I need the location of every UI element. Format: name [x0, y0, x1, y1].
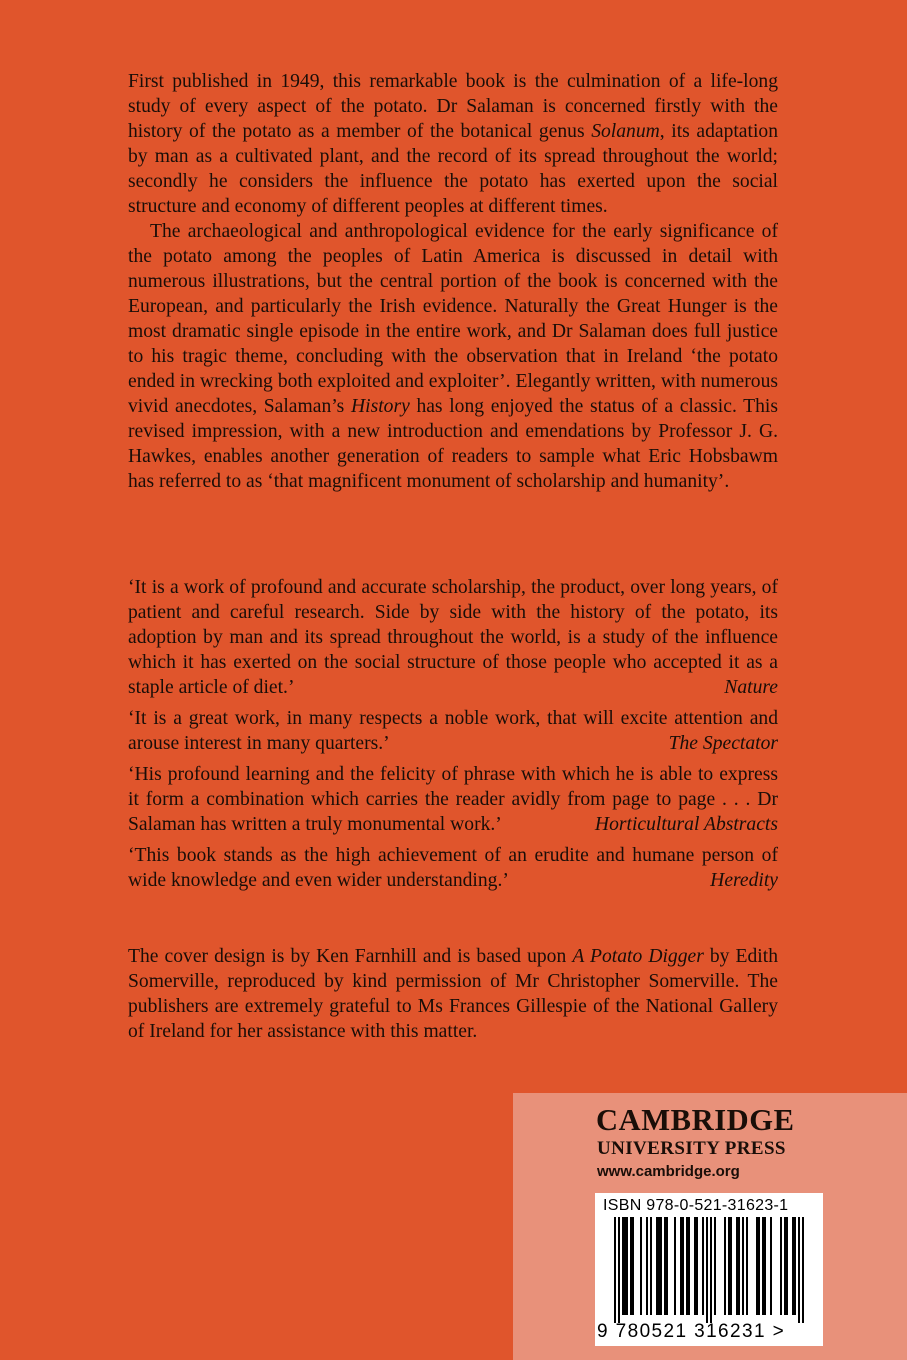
barcode-bar — [680, 1217, 682, 1315]
blurb-paragraph — [128, 219, 778, 494]
barcode-bar — [650, 1217, 652, 1315]
barcode-bar — [694, 1217, 696, 1315]
barcode-bar — [764, 1217, 766, 1315]
barcode-bar — [756, 1217, 758, 1315]
barcode-bar — [624, 1217, 626, 1315]
barcode-bar — [792, 1217, 794, 1315]
blurb-paragraph — [128, 69, 778, 219]
review-quote — [128, 762, 778, 837]
barcode — [601, 1217, 817, 1323]
barcode-bar — [688, 1217, 690, 1315]
credits-paragraph — [128, 944, 778, 1044]
cover-credits — [128, 944, 778, 1044]
publisher-name: CAMBRIDGE — [596, 1103, 795, 1137]
barcode-bar — [730, 1217, 732, 1315]
review-text: ‘It is a work of profound and accurate scholarship, the product, over long years, of patient and careful research. Side by side with the history of the potato, its adoption by man and its spread throughout the world, is a study of the influence which it has exerted on the social structure of those people who accepted it as a staple article of diet.’ — [128, 577, 778, 698]
review-source: Nature — [724, 677, 778, 698]
review-quote — [128, 575, 778, 700]
barcode-bar — [618, 1217, 620, 1323]
blurb-text: has long enjoyed the status of a classic. This revised impression, with a new introduction and emendations by Professor J. G. Hawkes, enables another generation of readers to sample what Eric Hobsbawm has referred to as ‘that magnificent monument of scholarship and humanity’. — [128, 396, 778, 492]
barcode-bar — [674, 1217, 676, 1315]
barcode-bar — [614, 1217, 616, 1323]
review-source: Horticultural Abstracts — [594, 814, 778, 835]
barcode-bar — [724, 1217, 726, 1315]
barcode-bar — [794, 1217, 796, 1315]
barcode-bar — [646, 1217, 648, 1315]
barcode-bar — [622, 1217, 624, 1315]
barcode-bar — [714, 1217, 716, 1315]
barcode-bar — [696, 1217, 698, 1315]
review-quote — [128, 843, 778, 893]
barcode-bar — [728, 1217, 730, 1315]
barcode-bar — [640, 1217, 642, 1315]
blurb-italic-text: Solanum — [591, 121, 660, 142]
barcode-bar — [682, 1217, 684, 1315]
barcode-digits: 9 780521 316231 > — [597, 1321, 786, 1342]
barcode-bar — [770, 1217, 772, 1315]
review-source: The Spectator — [668, 733, 778, 754]
barcode-bar — [802, 1217, 804, 1323]
barcode-bar — [706, 1217, 708, 1323]
publisher-panel — [513, 1093, 907, 1360]
review-text: ‘This book stands as the high achievement of an erudite and humane person of wide knowledge and even wider understanding.’ — [128, 845, 778, 891]
artwork-title: A Potato Digger — [572, 946, 704, 967]
barcode-bar — [736, 1217, 738, 1315]
barcode-box — [595, 1193, 823, 1346]
publisher-url[interactable]: www.cambridge.org — [597, 1163, 740, 1180]
barcode-bar — [664, 1217, 666, 1315]
barcode-bar — [658, 1217, 660, 1315]
barcode-bar — [686, 1217, 688, 1315]
review-quote — [128, 706, 778, 756]
credits-text: by Edith Somerville, reproduced by kind permission of Mr Christopher Somerville. The publishers are extremely grateful to Ms Frances Gillespie of the National Gallery of Ireland for her assistance with this matter. — [128, 946, 778, 1042]
barcode-bar — [798, 1217, 800, 1323]
barcode-bar — [630, 1217, 632, 1315]
blurb-text: The archaeological and anthropological evidence for the early significance of the potato among the peoples of Latin America is discussed in detail with numerous illustrations, but the central portion of the book is concerned with the European, and particularly the Irish evidence. Naturally the Great Hunger is the most dramatic single episode in the entire work, and Dr Salaman does full justice to his tragic theme, concluding with the observation that in Ireland ‘the potato ended in wrecking both exploited and exploiter’. Elegantly written, with numerous vivid anecdotes, Salaman’s — [128, 221, 778, 417]
barcode-bar — [742, 1217, 744, 1315]
blurb-italic-text: History — [350, 396, 410, 417]
isbn-label: ISBN 978-0-521-31623-1 — [603, 1197, 789, 1214]
barcode-bar — [738, 1217, 740, 1315]
blurb-text: , its adaptation by man as a cultivated plant, and the record of its spread throughout the world; secondly he considers the influence the potato has exerted upon the social structure and economy of different peoples at different times. — [128, 121, 778, 217]
credits-text: The cover design is by Ken Farnhill and is based upon — [128, 946, 573, 967]
review-text: ‘It is a great work, in many respects a noble work, that will excite attention and arouse interest in many quarters.’ — [128, 708, 778, 754]
barcode-bar — [702, 1217, 704, 1315]
publisher-press: UNIVERSITY PRESS — [597, 1138, 786, 1159]
barcode-bar — [784, 1217, 786, 1315]
barcode-bar — [758, 1217, 760, 1315]
barcode-bar — [786, 1217, 788, 1315]
barcode-bar — [710, 1217, 712, 1323]
reviews — [128, 575, 778, 899]
barcode-bar — [666, 1217, 668, 1315]
barcode-bar — [632, 1217, 634, 1315]
barcode-bar — [780, 1217, 782, 1315]
barcode-bar — [746, 1217, 748, 1315]
review-source: Heredity — [710, 870, 778, 891]
barcode-bar — [626, 1217, 628, 1315]
barcode-bar — [660, 1217, 662, 1315]
blurb-text: First published in 1949, this remarkable book is the culmination of a life-long study of every aspect of the potato. Dr Salaman is concerned firstly with the history of the potato as a member of the botanical genus — [128, 71, 778, 142]
blurb — [128, 69, 778, 494]
barcode-bar — [762, 1217, 764, 1315]
barcode-bar — [656, 1217, 658, 1315]
review-text: ‘His profound learning and the felicity of phrase with which he is able to express it form a combination which carries the reader avidly from page to page . . . Dr Salaman has written a truly monumental work.’ — [128, 764, 778, 835]
